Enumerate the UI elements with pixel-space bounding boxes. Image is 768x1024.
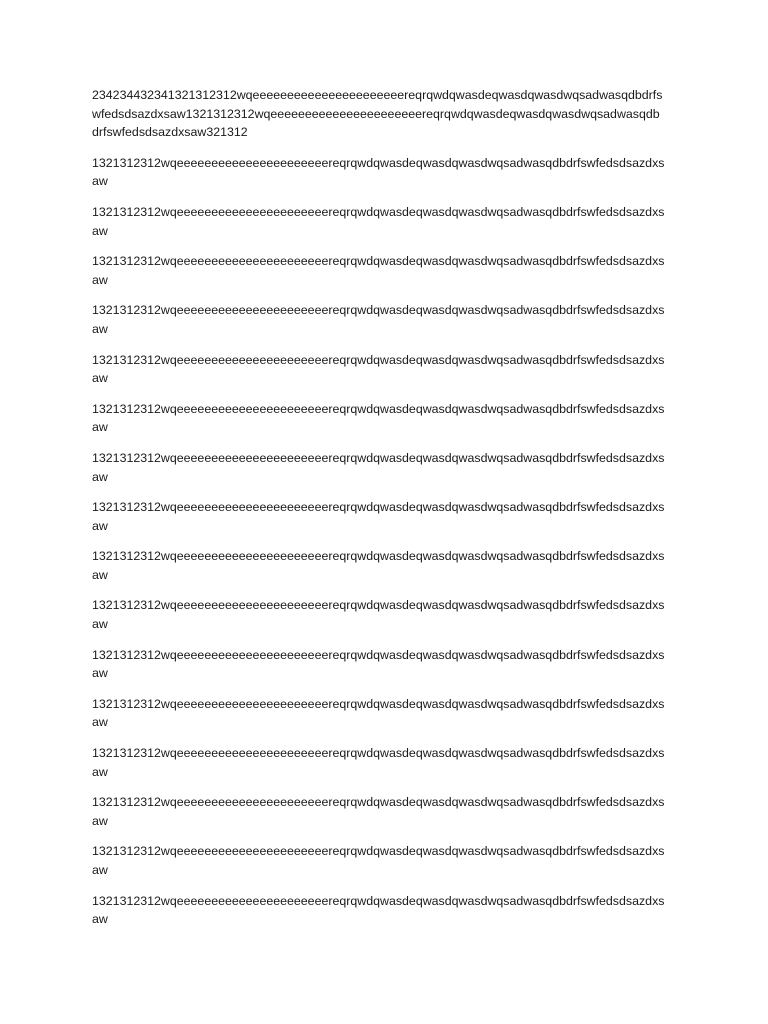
paragraph-line: aw: [92, 863, 108, 877]
paragraph-line: aw: [92, 420, 108, 435]
paragraph-line: 1321312312wqeeeeeeeeeeeeeeeeeeeeeereqrqwdqwasdeqwasdqwasdwqsadwasqdbdrfswfedsdsazdxs: [92, 647, 665, 662]
paragraph-line: wfedsdsazdxsaw1321312312wqeeeeeeeeeeeeeeeeeeeeeereqrqwdqwasdeqwasdqwasdwqsadwasqdb: [92, 106, 660, 121]
paragraph-line: 1321312312wqeeeeeeeeeeeeeeeeeeeeeereqrqwdqwasdeqwasdqwasdwqsadwasqdbdrfswfedsdsazdxs: [92, 204, 665, 219]
paragraph-line: 1321312312wqeeeeeeeeeeeeeeeeeeeeeereqrqwdqwasdeqwasdqwasdwqsadwasqdbdrfswfedsdsazdxs: [92, 598, 665, 613]
paragraph-line: 1321312312wqeeeeeeeeeeeeeeeeeeeeeereqrqwdqwasdeqwasdqwasdwqsadwasqdbdrfswfedsdsazdxs: [92, 155, 665, 170]
paragraph-line: aw: [92, 469, 108, 484]
paragraph-line: aw: [92, 174, 108, 189]
paragraph: [92, 596, 680, 633]
paragraph-line: 1321312312wqeeeeeeeeeeeeeeeeeeeeeereqrqwdqwasdeqwasdqwasdwqsadwasqdbdrfswfedsdsazdxs: [92, 401, 665, 416]
paragraph: [92, 498, 680, 535]
paragraph-line: aw: [92, 666, 108, 681]
paragraph-line: 1321312312wqeeeeeeeeeeeeeeeeeeeeeereqrqwdqwasdeqwasdqwasdwqsadwasqdbdrfswfedsdsazdxs: [92, 844, 665, 859]
paragraph-line: aw: [92, 764, 108, 779]
paragraph-line: 1321312312wqeeeeeeeeeeeeeeeeeeeeeereqrqwdqwasdeqwasdqwasdwqsadwasqdbdrfswfedsdsazdxs: [92, 450, 665, 465]
paragraph-line: aw: [92, 715, 108, 730]
paragraph-line: aw: [92, 223, 108, 238]
paragraph: [92, 351, 680, 388]
paragraph: [92, 252, 680, 289]
paragraph: [92, 793, 680, 830]
document-body[interactable]: [92, 86, 680, 941]
paragraph: [92, 547, 680, 584]
paragraph-line: 234234432341321312312wqeeeeeeeeeeeeeeeeeeeeeereqrqwdqwasdeqwasdqwasdwqsadwasqdbdrfs: [92, 88, 663, 102]
paragraph-line: aw: [92, 321, 108, 336]
paragraph-line: 1321312312wqeeeeeeeeeeeeeeeeeeeeeereqrqwdqwasdeqwasdqwasdwqsadwasqdbdrfswfedsdsazdxs: [92, 893, 665, 908]
paragraph-line: aw: [92, 272, 108, 287]
paragraph: [92, 892, 680, 929]
paragraph-line: aw: [92, 617, 108, 632]
paragraph-line: aw: [92, 371, 108, 386]
paragraph: [92, 154, 680, 191]
paragraph-line: aw: [92, 518, 108, 533]
paragraph-line: 1321312312wqeeeeeeeeeeeeeeeeeeeeeereqrqwdqwasdeqwasdqwasdwqsadwasqdbdrfswfedsdsazdxs: [92, 254, 665, 269]
paragraph: [92, 400, 680, 437]
paragraph-line: drfswfedsdsazdxsaw321312: [92, 125, 248, 140]
paragraph: [92, 744, 680, 781]
paragraph-line: aw: [92, 813, 108, 828]
paragraph: [92, 695, 680, 732]
paragraph-line: aw: [92, 912, 108, 927]
paragraph-line: aw: [92, 567, 108, 582]
paragraph-line: 1321312312wqeeeeeeeeeeeeeeeeeeeeeereqrqwdqwasdeqwasdqwasdwqsadwasqdbdrfswfedsdsazdxs: [92, 795, 665, 810]
paragraph-line: 1321312312wqeeeeeeeeeeeeeeeeeeeeeereqrqwdqwasdeqwasdqwasdwqsadwasqdbdrfswfedsdsazdxs: [92, 549, 665, 564]
paragraph: [92, 301, 680, 338]
paragraph-line: 1321312312wqeeeeeeeeeeeeeeeeeeeeeereqrqwdqwasdeqwasdqwasdwqsadwasqdbdrfswfedsdsazdxs: [92, 746, 665, 761]
paragraph: [92, 842, 680, 879]
paragraph: [92, 646, 680, 683]
paragraph-line: 1321312312wqeeeeeeeeeeeeeeeeeeeeeereqrqwdqwasdeqwasdqwasdwqsadwasqdbdrfswfedsdsazdxs: [92, 303, 665, 318]
paragraph: [92, 86, 680, 142]
paragraph: [92, 449, 680, 486]
paragraph-line: 1321312312wqeeeeeeeeeeeeeeeeeeeeeereqrqwdqwasdeqwasdqwasdwqsadwasqdbdrfswfedsdsazdxs: [92, 696, 665, 711]
paragraph-line: 1321312312wqeeeeeeeeeeeeeeeeeeeeeereqrqwdqwasdeqwasdqwasdwqsadwasqdbdrfswfedsdsazdxs: [92, 352, 665, 367]
paragraph-line: 1321312312wqeeeeeeeeeeeeeeeeeeeeeereqrqwdqwasdeqwasdqwasdwqsadwasqdbdrfswfedsdsazdxs: [92, 500, 665, 515]
paragraph: [92, 203, 680, 240]
